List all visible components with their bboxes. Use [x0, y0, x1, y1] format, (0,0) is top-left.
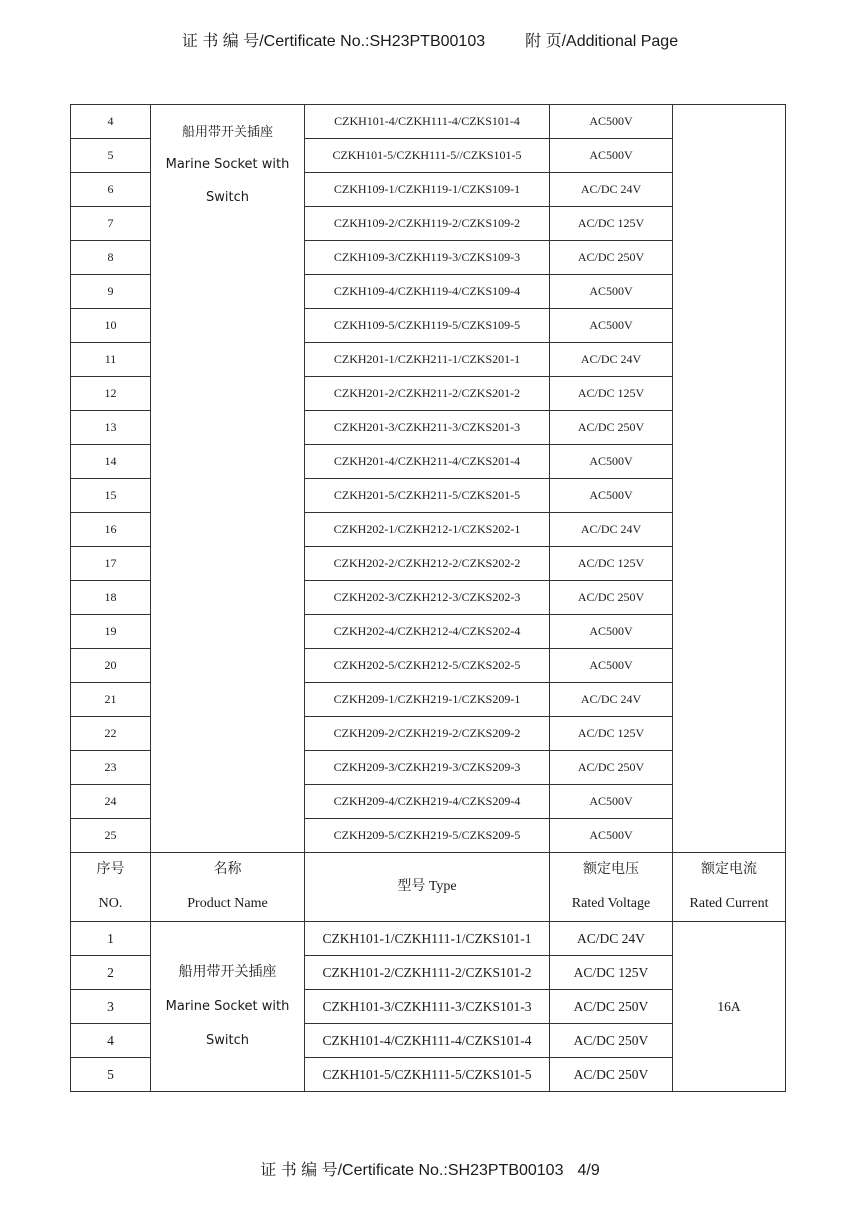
model-type: CZKH202-4/CZKH212-4/CZKS202-4 [305, 615, 550, 649]
rated-voltage: AC500V [550, 275, 673, 309]
table-row [71, 922, 786, 956]
model-type: CZKH101-5/CZKH111-5/CZKS101-5 [305, 1058, 550, 1092]
rated-voltage: AC/DC 250V [550, 241, 673, 275]
model-type: CZKH101-4/CZKH111-4/CZKS101-4 [305, 1024, 550, 1058]
rated-voltage: AC/DC 125V [550, 717, 673, 751]
model-type: CZKH109-5/CZKH119-5/CZKS109-5 [305, 309, 550, 343]
model-type: CZKH101-4/CZKH111-4/CZKS101-4 [305, 105, 550, 139]
rated-voltage: AC500V [550, 139, 673, 173]
rated-voltage: AC/DC 24V [550, 683, 673, 717]
rated-voltage: AC/DC 250V [550, 1058, 673, 1092]
header-additional-page: 附 页/Additional Page [525, 33, 679, 50]
model-type: CZKH109-3/CZKH119-3/CZKS109-3 [305, 241, 550, 275]
model-type: CZKH209-5/CZKH219-5/CZKS209-5 [305, 819, 550, 853]
row-number: 8 [71, 241, 151, 275]
rated-voltage: AC/DC 250V [550, 751, 673, 785]
rated-voltage: AC500V [550, 785, 673, 819]
table2-body [71, 853, 786, 1092]
row-number: 14 [71, 445, 151, 479]
header-certificate-number: 证 书 编 号/Certificate No.:SH23PTB00103 [181, 33, 486, 50]
model-type: CZKH209-4/CZKH219-4/CZKS209-4 [305, 785, 550, 819]
model-type: CZKH101-2/CZKH111-2/CZKS101-2 [305, 956, 550, 990]
rated-voltage: AC500V [550, 445, 673, 479]
row-number: 4 [71, 105, 151, 139]
model-type: CZKH101-5/CZKH111-5//CZKS101-5 [305, 139, 550, 173]
page-number: 4/9 [577, 1162, 600, 1179]
header-type: 型号 Type [305, 853, 550, 922]
row-number: 16 [71, 513, 151, 547]
model-type: CZKH202-2/CZKH212-2/CZKS202-2 [305, 547, 550, 581]
rated-voltage: AC500V [550, 105, 673, 139]
rated-voltage: AC/DC 250V [550, 411, 673, 445]
row-number: 19 [71, 615, 151, 649]
row-number: 21 [71, 683, 151, 717]
model-type: CZKH101-3/CZKH111-3/CZKS101-3 [305, 990, 550, 1024]
header-product-name: 名称 Product Name [151, 853, 305, 922]
product-name-cn: 船用带开关插座 [181, 124, 273, 139]
rated-voltage: AC/DC 125V [550, 207, 673, 241]
row-number: 2 [71, 956, 151, 990]
model-type: CZKH202-3/CZKH212-3/CZKS202-3 [305, 581, 550, 615]
table2-header-row [71, 853, 786, 922]
row-number: 11 [71, 343, 151, 377]
row-number: 25 [71, 819, 151, 853]
page-header [0, 28, 860, 51]
row-number: 13 [71, 411, 151, 445]
rated-voltage: AC/DC 24V [550, 343, 673, 377]
row-number: 20 [71, 649, 151, 683]
rated-voltage: AC/DC 125V [550, 956, 673, 990]
rated-voltage: AC/DC 250V [550, 581, 673, 615]
model-type: CZKH201-3/CZKH211-3/CZKS201-3 [305, 411, 550, 445]
product-name-en-cont: Switch [206, 190, 249, 205]
rated-voltage: AC500V [550, 649, 673, 683]
model-type: CZKH109-4/CZKH119-4/CZKS109-4 [305, 275, 550, 309]
rated-voltage: AC/DC 125V [550, 547, 673, 581]
row-number: 9 [71, 275, 151, 309]
rated-voltage: AC500V [550, 479, 673, 513]
row-number: 4 [71, 1024, 151, 1058]
rated-voltage: AC500V [550, 615, 673, 649]
header-no: 序号 NO. [71, 853, 151, 922]
product-name-en: Marine Socket with [165, 998, 290, 1014]
model-type: CZKH202-1/CZKH212-1/CZKS202-1 [305, 513, 550, 547]
rated-voltage: AC500V [550, 309, 673, 343]
footer-certificate-number: 证 书 编 号/Certificate No.:SH23PTB00103 [260, 1162, 564, 1179]
row-number: 24 [71, 785, 151, 819]
header-rated-voltage: 额定电压 Rated Voltage [550, 853, 673, 922]
header-rated-current: 额定电流 Rated Current [673, 853, 786, 922]
model-type: CZKH201-1/CZKH211-1/CZKS201-1 [305, 343, 550, 377]
model-type: CZKH109-2/CZKH119-2/CZKS109-2 [305, 207, 550, 241]
row-number: 18 [71, 581, 151, 615]
product-name-cell [151, 105, 305, 853]
model-type: CZKH209-2/CZKH219-2/CZKS209-2 [305, 717, 550, 751]
rated-voltage: AC/DC 24V [550, 173, 673, 207]
model-type: CZKH201-2/CZKH211-2/CZKS201-2 [305, 377, 550, 411]
row-number: 22 [71, 717, 151, 751]
page-footer [0, 1157, 860, 1180]
row-number: 5 [71, 1058, 151, 1092]
row-number: 3 [71, 990, 151, 1024]
model-type: CZKH109-1/CZKH119-1/CZKS109-1 [305, 173, 550, 207]
row-number: 6 [71, 173, 151, 207]
row-number: 1 [71, 922, 151, 956]
model-type: CZKH209-1/CZKH219-1/CZKS209-1 [305, 683, 550, 717]
rated-current: 16A [673, 922, 786, 1092]
model-type: CZKH202-5/CZKH212-5/CZKS202-5 [305, 649, 550, 683]
product-name-cn: 船用带开关插座 [178, 964, 277, 980]
rated-voltage: AC/DC 24V [550, 922, 673, 956]
model-type: CZKH209-3/CZKH219-3/CZKS209-3 [305, 751, 550, 785]
product-name-en: Marine Socket with [165, 157, 290, 172]
certificate-table [70, 104, 786, 1092]
table1-body [71, 105, 786, 853]
row-number: 7 [71, 207, 151, 241]
row-number: 15 [71, 479, 151, 513]
row-number: 5 [71, 139, 151, 173]
row-number: 12 [71, 377, 151, 411]
product-name-cell [151, 922, 305, 1092]
model-type: CZKH201-5/CZKH211-5/CZKS201-5 [305, 479, 550, 513]
rated-current-cell [673, 105, 786, 853]
product-name-en-cont: Switch [206, 1032, 249, 1048]
rated-voltage: AC/DC 24V [550, 513, 673, 547]
rated-voltage: AC/DC 250V [550, 990, 673, 1024]
rated-voltage: AC/DC 125V [550, 377, 673, 411]
model-type: CZKH201-4/CZKH211-4/CZKS201-4 [305, 445, 550, 479]
row-number: 17 [71, 547, 151, 581]
rated-voltage: AC500V [550, 819, 673, 853]
row-number: 10 [71, 309, 151, 343]
rated-voltage: AC/DC 250V [550, 1024, 673, 1058]
row-number: 23 [71, 751, 151, 785]
model-type: CZKH101-1/CZKH111-1/CZKS101-1 [305, 922, 550, 956]
table-row [71, 105, 786, 139]
